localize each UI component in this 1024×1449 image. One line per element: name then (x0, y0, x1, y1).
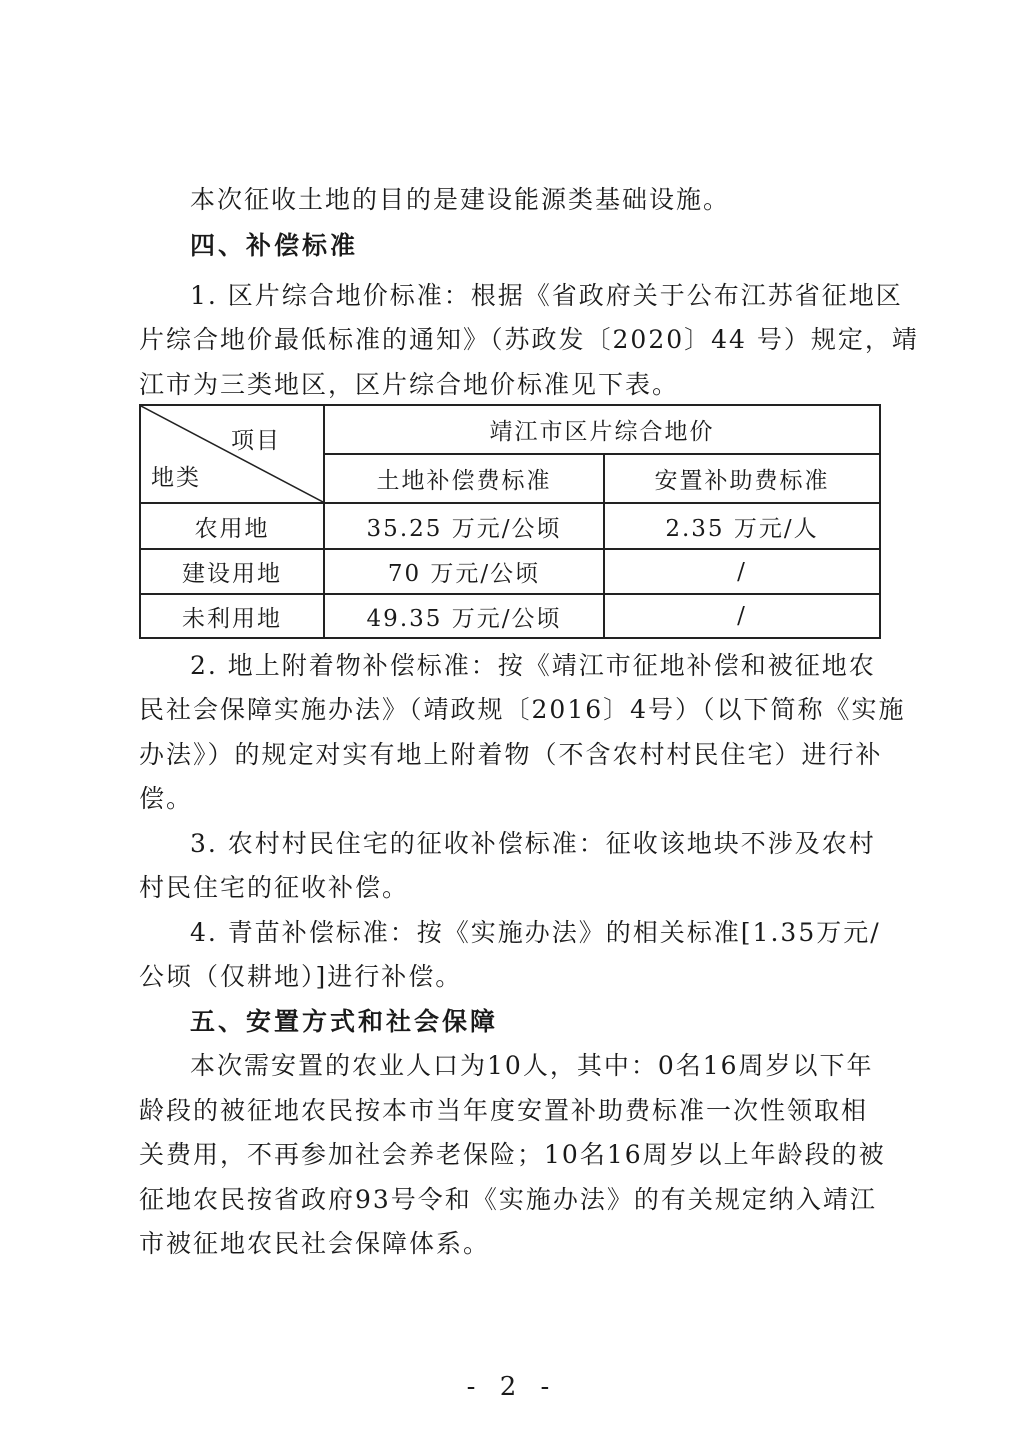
paragraph-line: 偿。 (139, 784, 194, 813)
cell-resettlement-subsidy: 2.35 万元/人 (604, 503, 880, 549)
table-row (140, 503, 880, 549)
column-header-resettlement-subsidy: 安置补助费标准 (604, 454, 880, 503)
section-heading-5: 五、安置方式和社会保障 (190, 1007, 499, 1036)
cell-land-compensation: 35.25 万元/公顷 (324, 503, 604, 549)
paragraph-line: 公顷（仅耕地）]进行补偿。 (139, 962, 463, 991)
cell-resettlement-subsidy: / (604, 549, 880, 594)
land-price-table (139, 404, 881, 639)
cell-land-type: 建设用地 (140, 549, 324, 594)
paragraph-line: 本次征收土地的目的是建设能源类基础设施。 (190, 185, 731, 214)
paragraph-line: 民社会保障实施办法》（靖政规〔2016〕4号）（以下简称《实施 (139, 695, 906, 724)
table-row (140, 594, 880, 638)
column-header-land-compensation: 土地补偿费标准 (324, 454, 604, 503)
paragraph-line: 办法》）的规定对实有地上附着物（不含农村村民住宅）进行补 (139, 740, 883, 769)
table-row (140, 549, 880, 594)
section-heading-4: 四、补偿标准 (190, 231, 359, 260)
cell-land-compensation: 49.35 万元/公顷 (324, 594, 604, 638)
page-number: - 2 - (466, 1372, 558, 1402)
paragraph-line: 市被征地农民社会保障体系。 (139, 1229, 491, 1258)
paragraph-line: 4. 青苗补偿标准：按《实施办法》的相关标准[1.35万元/ (190, 918, 881, 947)
cell-resettlement-subsidy: / (604, 594, 880, 638)
paragraph-line: 2. 地上附着物补偿标准：按《靖江市征地补偿和被征地农 (190, 651, 876, 680)
paragraph-line: 3. 农村村民住宅的征收补偿标准：征收该地块不涉及农村 (190, 829, 876, 858)
paragraph-line: 1. 区片综合地价标准：根据《省政府关于公布江苏省征地区 (190, 281, 903, 310)
table-corner-cell (140, 405, 324, 503)
cell-land-type: 未利用地 (140, 594, 324, 638)
paragraph-line: 村民住宅的征收补偿。 (139, 873, 410, 902)
cell-land-compensation: 70 万元/公顷 (324, 549, 604, 594)
paragraph-line: 江市为三类地区，区片综合地价标准见下表。 (139, 370, 680, 399)
paragraph-line: 关费用，不再参加社会养老保险；10名16周岁以上年龄段的被 (139, 1140, 886, 1169)
paragraph-line: 龄段的被征地农民按本市当年度安置补助费标准一次性领取相 (139, 1096, 869, 1125)
paragraph-line: 片综合地价最低标准的通知》（苏政发〔2020〕44 号）规定，靖 (139, 325, 919, 354)
paragraph-line: 本次需安置的农业人口为10人，其中：0名16周岁以下年 (190, 1051, 874, 1080)
cell-land-type: 农用地 (140, 503, 324, 549)
paragraph-line: 征地农民按省政府93号令和《实施办法》的有关规定纳入靖江 (139, 1185, 877, 1214)
table-group-header: 靖江市区片综合地价 (324, 405, 880, 454)
corner-label-item: 项目 (231, 428, 281, 454)
corner-label-landtype: 地类 (151, 465, 201, 491)
